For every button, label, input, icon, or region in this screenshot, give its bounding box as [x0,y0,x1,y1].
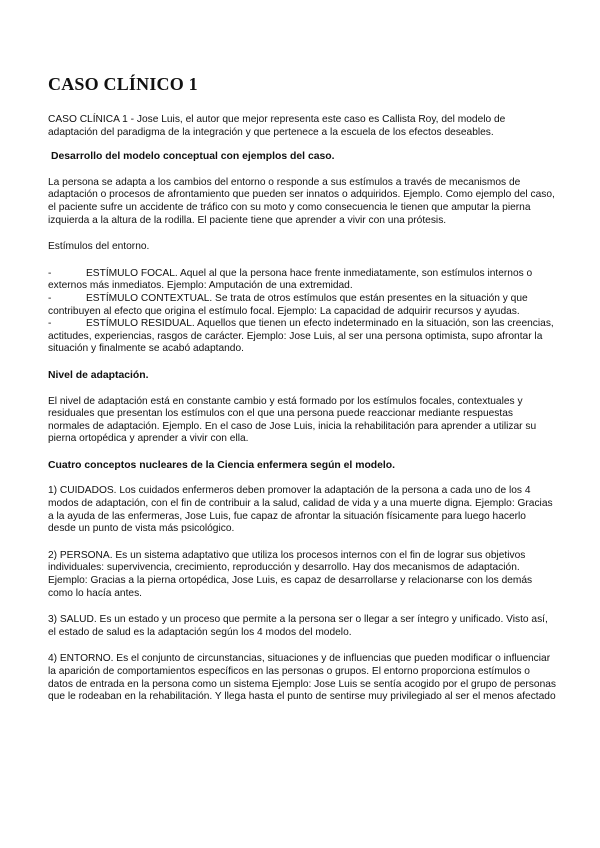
concept-cuidados: 1) CUIDADOS. Los cuidados enfermeros deben promover la adaptación de la persona a cada uno de los 4 modos de adaptación, con el fin de contribuir a la salud, calidad de vida y a una muerte digna. Ejemplo: Gracias a la ayuda de las enfermeras, Jose Luis, fue capaz de afrontar la situación físicamente para luego hacerlo desde un punto de vista más psicológico. [48,485,553,535]
stimuli-list [48,268,556,356]
stimuli-title: Estímulos del entorno. [48,241,150,253]
document-body [48,74,556,718]
intro-paragraph: CASO CLÍNICA 1 - Jose Luis, el autor que mejor representa este caso es Callista Roy, del modelo de adaptación del paradigma de la integración y que pertenece a la escuela de los efectos deseables. [48,114,506,138]
list-dash: - [48,318,52,330]
paragraph-nivel-adaptacion: El nivel de adaptación está en constante cambio y está formado por los estímulos focales, contextuales y residuales que presentan los estímulos con el que una persona puede reaccionar mediante respuestas normales de adaptación. Ejemplo. En el caso de Jose Luis, inicia la rehabilitación para aprender a utilizar su pierna ortopédica y aprender a vivir con ella. [48,395,537,445]
stimulus-contextual: ESTÍMULO CONTEXTUAL. Se trata de otros estímulos que están presentes en la situación y que contribuyen al efecto que origina el estímulo focal. Ejemplo: La capacidad de adquirir recursos y ayudas. [48,292,528,317]
list-dash: - [48,292,52,304]
section-heading-desarrollo: Desarrollo del modelo conceptual con ejemplos del caso. [51,151,335,163]
document-title: CASO CLÍNICO 1 [48,74,198,94]
concept-persona: 2) PERSONA. Es un sistema adaptativo que utiliza los procesos internos con el fin de lograr sus objetivos individuales: supervivencia, crecimiento, reproducción y desarrollo. Hay dos mecanismos de adaptación. Ejemplo: Gracias a la pierna ortopédica, Jose Luis, es capaz de desarrollarse y relacionarse con los demás como lo hacía antes. [48,549,533,599]
paragraph-adaptacion-persona: La persona se adapta a los cambios del entorno o responde a sus estímulos a través de mecanismos de adaptación o procesos de afrontamiento que pueden ser innatos o adquiridos. Ejemplo. Como ejemplo del caso, el paciente sufre un accidente de tráfico con su moto y como consecuencia le tienen que amputar la pierna izquierda a la altura de la rodilla. El paciente tiene que aprender a vivir con una prótesis. [48,176,555,226]
stimulus-residual: ESTÍMULO RESIDUAL. Aquellos que tienen un efecto indeterminado en la situación, son las creencias, actitudes, experiencias, rasgos de carácter. Ejemplo: Jose Luis, al ser una persona optimista, supo afrontar la situación y finalmente se acabó adaptando. [48,318,554,355]
section-heading-conceptos: Cuatro conceptos nucleares de la Ciencia enfermera según el modelo. [48,459,396,471]
concept-entorno: 4) ENTORNO. Es el conjunto de circunstancias, situaciones y de influencias que pueden modificar o influenciar la aparición de comportamientos específicos en las personas o grupos. El entorno proporciona estímulos o datos de entrada en la persona como un sistema Ejemplo: Jose Luis se sentía acogido por el grupo de personas que le rodeaban en la rehabilitación. Y llega hasta el punto de sentirse muy privilegiado al ser el menos afectado [48,653,556,703]
section-heading-nivel: Nivel de adaptación. [48,369,149,381]
list-dash: - [48,267,52,279]
list-item [48,293,556,318]
stimulus-focal: ESTÍMULO FOCAL. Aquel al que la persona hace frente inmediatamente, son estímulos internos o externos más inmediatos. Ejemplo: Amputación de una extremidad. [48,267,533,292]
list-item [48,268,556,293]
list-item [48,318,556,356]
concept-salud: 3) SALUD. Es un estado y un proceso que permite a la persona ser o llegar a ser íntegro y unificado. Visto así, el estado de salud es la adaptación según los 4 modos del modelo. [48,614,548,638]
